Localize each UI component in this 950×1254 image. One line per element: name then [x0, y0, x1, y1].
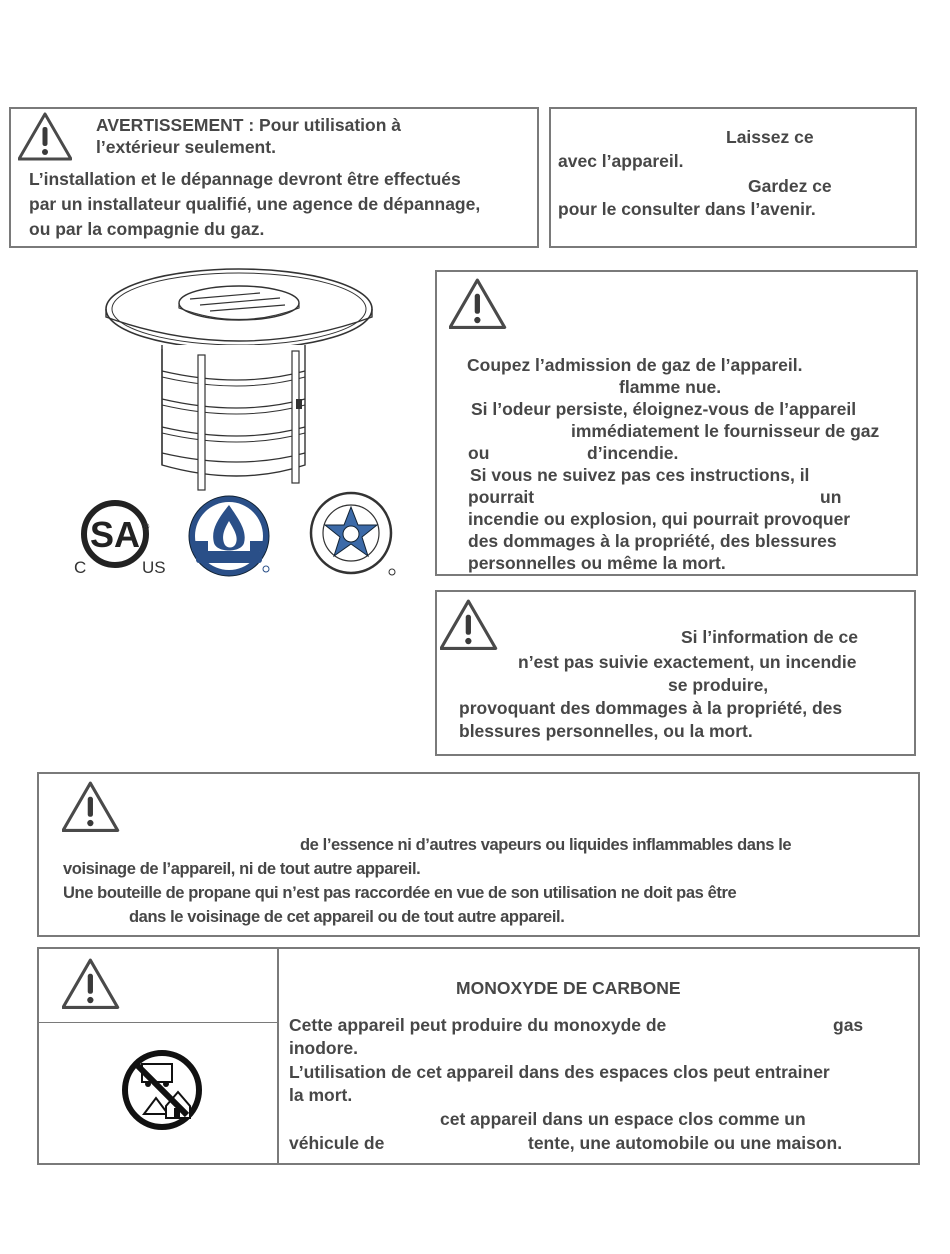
installation-text: L’installation et le dépannage devront être effectués [29, 169, 461, 189]
warning-triangle-icon [62, 957, 120, 1009]
gas-warning-text: pourrait [468, 487, 535, 507]
flammable-warning-text: dans le voisinage de cet appareil ou de tout autre appareil. [129, 908, 565, 926]
flammable-warning-text: voisinage de l’appareil, ni de tout autre appareil. [63, 860, 421, 878]
installation-text: par un installateur qualifié, une agence de dépannage, [29, 194, 481, 214]
flammable-warning-text: de l’essence ni d’autres vapeurs ou liquides inflammables dans le [300, 836, 792, 854]
flammable-warning-text: Une bouteille de propane qui n’est pas raccordée en vue de son utilisation ne doit pas être [63, 884, 737, 902]
co-warning-text: L’utilisation de cet appareil dans des espaces clos peut entrainer [289, 1062, 830, 1082]
gas-warning-text: immédiatement le fournisseur de gaz [571, 421, 880, 441]
gas-warning-text: des dommages à la propriété, des blessures [468, 531, 837, 551]
csa-logo-icon [80, 500, 150, 568]
installation-text: ou par la compagnie du gaz. [29, 219, 265, 239]
warning-triangle-icon [440, 598, 498, 650]
outdoor-warning-heading-2: l’extérieur seulement. [96, 137, 276, 157]
keep-manual-text: Laissez ce [726, 127, 814, 147]
co-warning-text: la mort. [289, 1085, 353, 1105]
co-warning-text: Cette appareil peut produire du monoxyde de [289, 1015, 667, 1035]
fire-warning-text: provoquant des dommages à la propriété, des [459, 698, 843, 718]
warning-triangle-icon [449, 277, 507, 329]
fire-table-illustration [100, 265, 380, 495]
outdoor-warning-heading: AVERTISSEMENT : Pour utilisation à [96, 115, 401, 135]
fire-warning-text: blessures personnelles, ou la mort. [459, 721, 753, 741]
fire-warning-text: Si l’information de ce [681, 627, 858, 647]
csa-c-label: C [74, 558, 87, 577]
design-certified-star-logo-icon [308, 490, 396, 578]
fire-warning-text: se produire, [668, 675, 769, 695]
carbon-monoxide-title: MONOXYDE DE CARBONE [456, 978, 681, 998]
no-enclosed-space-icon [120, 1048, 204, 1132]
certified-flame-logo-icon [186, 495, 274, 577]
csa-us-label: US [142, 558, 166, 577]
gas-warning-text: incendie ou explosion, qui pourrait provoquer [468, 509, 851, 529]
gas-warning-text: ou [468, 443, 490, 463]
gas-warning-text: Coupez l’admission de gaz de l’appareil. [467, 355, 803, 375]
gas-warning-text: d’incendie. [587, 443, 679, 463]
registered-mark: ® [142, 522, 150, 533]
keep-manual-text: pour le consulter dans l’avenir. [558, 199, 816, 219]
warning-triangle-icon [62, 780, 120, 832]
gas-warning-text: Si l’odeur persiste, éloignez-vous de l’appareil [471, 399, 857, 419]
svg-text:SA: SA [89, 514, 141, 555]
warning-triangle-icon [18, 111, 72, 161]
panel-divider [37, 1022, 279, 1023]
gas-warning-text: personnelles ou même la mort. [468, 553, 726, 573]
keep-manual-text: avec l’appareil. [558, 151, 684, 171]
gas-warning-text: un [820, 487, 842, 507]
co-warning-text: tente, une automobile ou une maison. [528, 1133, 843, 1153]
keep-manual-text: Gardez ce [748, 176, 832, 196]
co-warning-text: inodore. [289, 1038, 359, 1058]
co-warning-text: cet appareil dans un espace clos comme un [440, 1109, 806, 1129]
co-warning-text: véhicule de [289, 1133, 385, 1153]
fire-warning-text: n’est pas suivie exactement, un incendie [518, 652, 857, 672]
gas-warning-text: flamme nue. [619, 377, 722, 397]
gas-warning-text: Si vous ne suivez pas ces instructions, il [470, 465, 810, 485]
co-warning-text: gas [833, 1015, 864, 1035]
